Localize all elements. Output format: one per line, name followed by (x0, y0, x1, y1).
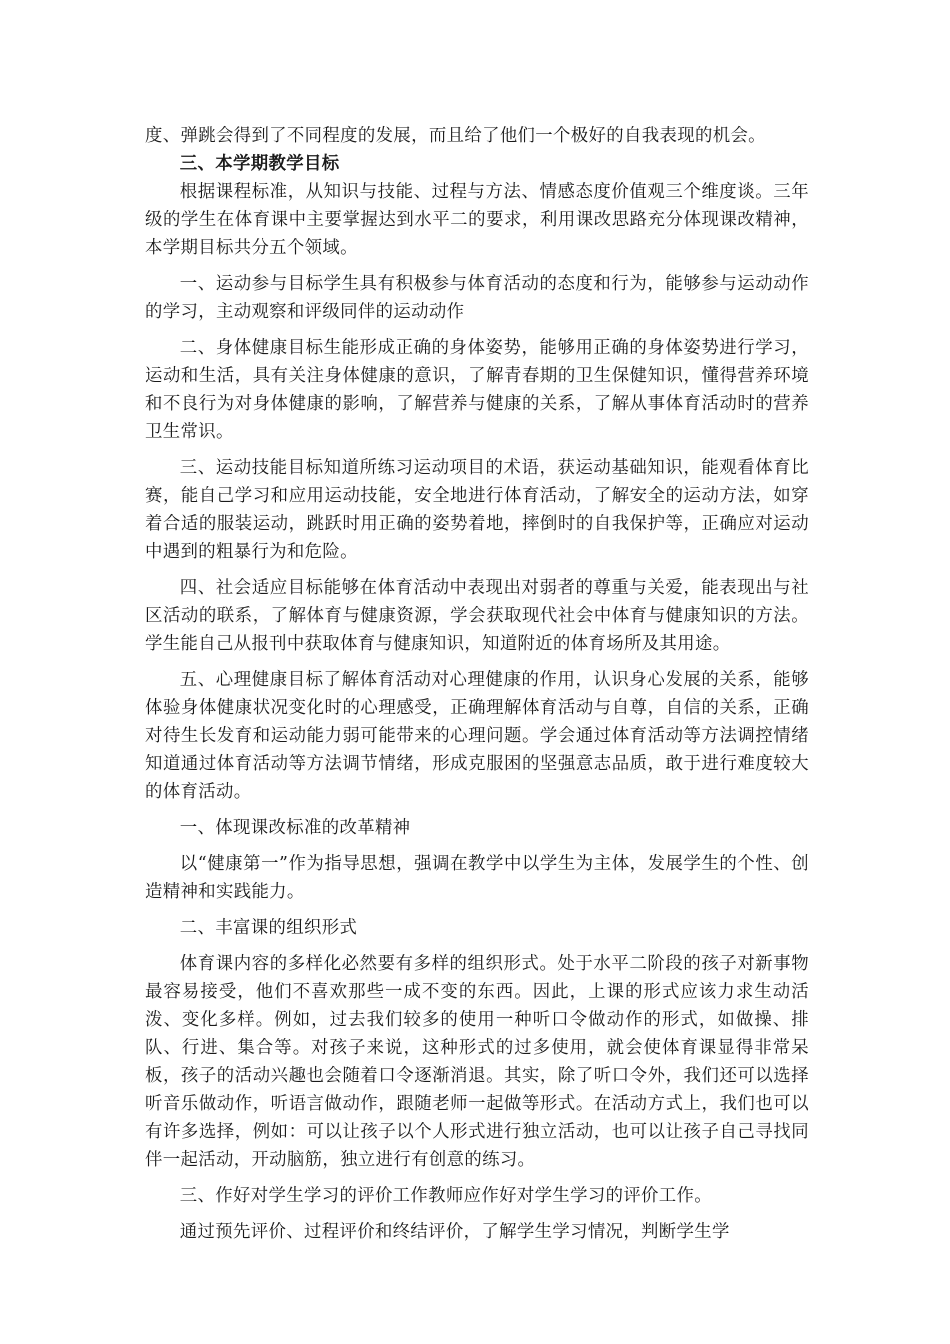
paragraph-curriculum-standard: 根据课程标准，从知识与技能、过程与方法、情感态度价值观三个维度谈。三年级的学生在体育课中主要掌握达到水平二的要求，利用课改思路充分体现课改精神，本学期目标共分五个领域。 (145, 182, 809, 258)
paragraph-social-adaptation: 四、社会适应目标能够在体育活动中表现出对弱者的尊重与关爱，能表现出与社区活动的联系，了解体育与健康资源，学会获取现代社会中体育与健康知识的方法。学生能自己从报刊中获取体育与健康知识，知道附近的体育场所及其用途。 (145, 578, 809, 654)
paragraph-physical-health: 二、身体健康目标生能形成正确的身体姿势，能够用正确的身体姿势进行学习，运动和生活，具有关注身体健康的意识，了解青春期的卫生保健知识，懂得营养环境和不良行为对身体健康的影响，了解营养与健康的关系，了解从事体育活动时的营养卫生常识。 (145, 338, 809, 442)
paragraph-organization-forms: 体育课内容的多样化必然要有多样的组织形式。处于水平二阶段的孩子对新事物最容易接受，他们不喜欢那些一成不变的东西。因此，上课的形式应该力求生动活泼、变化多样。例如，过去我们较多的使用一种听口令做动作的形式，如做操、排队、行进、集合等。对孩子来说，这种形式的过多使用，就会使体育课显得非常呆板，孩子的活动兴趣也会随着口令逐渐消退。其实，除了听口令外，我们还可以选择听音乐做动作，听语言做动作，跟随老师一起做等形式。在活动方式上，我们也可以有许多选择，例如：可以让孩子以个人形式进行独立活动，也可以让孩子自己寻找同伴一起活动，开动脑筋，独立进行有创意的练习。 (145, 954, 809, 1170)
document-body (145, 122, 809, 1246)
paragraph-continuation: 度、弹跳会得到了不同程度的发展，而且给了他们一个极好的自我表现的机会。 (145, 126, 766, 146)
paragraph-sport-participation: 一、运动参与目标学生具有积极参与体育活动的态度和行为，能够参与运动动作的学习，主动观察和评级同伴的运动动作 (145, 274, 809, 322)
paragraph-mental-health: 五、心理健康目标了解体育活动对心理健康的作用，认识身心发展的关系，能够体验身体健康状况变化时的心理感受，正确理解体育活动与自尊，自信的关系，正确对待生长发育和运动能力弱可能带来的心理问题。学会通过体育活动等方法调控情绪知道通过体育活动等方法调节情绪，形成克服困的坚强意志品质，敢于进行难度较大的体育活动。 (145, 670, 809, 802)
heading-evaluation: 三、作好对学生学习的评价工作教师应作好对学生学习的评价工作。 (179, 1186, 713, 1206)
paragraph-evaluation: 通过预先评价、过程评价和终结评价，了解学生学习情况，判断学生学 (179, 1222, 730, 1242)
heading-reform-spirit: 一、体现课改标准的改革精神 (179, 818, 411, 838)
heading-organization-forms: 二、丰富课的组织形式 (179, 918, 358, 938)
paragraph-health-first: 以“健康第一”作为指导思想，强调在教学中以学生为主体，发展学生的个性、创造精神和实践能力。 (145, 854, 809, 902)
paragraph-sport-skills: 三、运动技能目标知道所练习运动项目的术语，获运动基础知识，能观看体育比赛，能自己学习和应用运动技能，安全地进行体育活动，了解安全的运动方法，如穿着合适的服装运动，跳跃时用正确的姿势着地，摔倒时的自我保护等，正确应对运动中遇到的粗暴行为和危险。 (145, 458, 809, 562)
section-heading-teaching-goals: 三、本学期教学目标 (179, 154, 340, 174)
